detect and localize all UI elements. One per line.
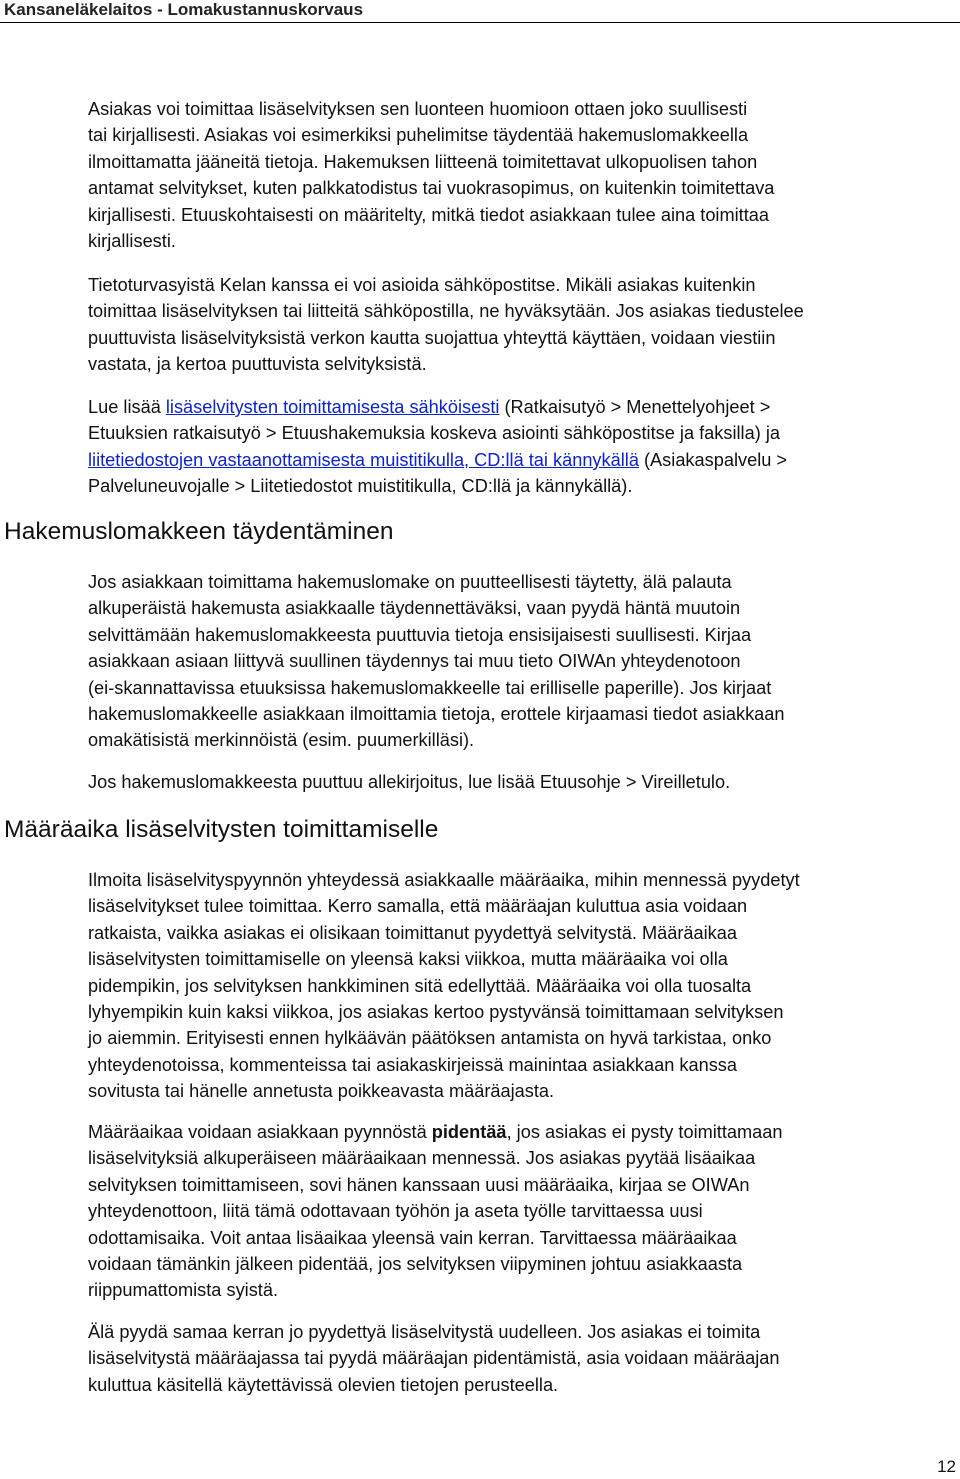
page-number: 12 (937, 1457, 956, 1476)
text-line (88, 394, 956, 420)
text-line: Jos asiakkaan toimittama hakemuslomake on puutteellisesti täytetty, älä palauta (88, 572, 732, 592)
text-line: Jos hakemuslomakkeesta puuttuu allekirjoitus, lue lisää Etuusohje > Vireilletulo. (88, 772, 731, 792)
page-header-title: Kansaneläkelaitos - Lomakustannuskorvaus (4, 0, 364, 19)
paragraph-missing-signature (88, 769, 956, 795)
text-line: voidaan tämänkin jälkeen pidentää, jos selvityksen viipyminen johtuu asiakkaasta (88, 1254, 743, 1275)
text-line: Palveluneuvojalle > Liitetiedostot muistitikulla, CD:llä ja kännykällä). (88, 476, 633, 497)
text-line: ratkaista, vaikka asiakas ei olisikaan toimittanut pyydettyä selvitystä. Määräaikaa (88, 922, 737, 943)
text-fragment: Määräaikaa voidaan asiakkaan pyynnöstä (88, 1122, 432, 1142)
text-fragment: Lue lisää (88, 397, 166, 417)
text-line: ilmoittamatta jääneitä tietoja. Hakemuksen liitteenä toimitettavat ulkopuolisen tahon (88, 151, 758, 172)
text-line (88, 447, 956, 473)
paragraph-no-repeat-request (88, 1319, 956, 1398)
text-line: Ilmoita lisäselvityspyynnön yhteydessä asiakkaalle määräaika, mihin mennessä pyydetyt (88, 870, 800, 890)
text-fragment: , jos asiakas ei pysty toimittamaan (506, 1122, 783, 1142)
text-line: asiakkaan asiaan liittyvä suullinen täydennys tai muu tieto OIWAn yhteydenotoon (88, 651, 741, 672)
text-line: antamat selvitykset, kuten palkkatodistus tai vuokrasopimus, on kuitenkin toimitettava (88, 178, 775, 199)
text-line: Tietoturvasyistä Kelan kanssa ei voi asioida sähköpostitse. Mikäli asiakas kuitenkin (88, 275, 756, 295)
text-line: Asiakas voi toimittaa lisäselvityksen sen luonteen huomioon ottaen joko suullisesti (88, 99, 748, 119)
link-attachment-reception[interactable]: liitetiedostojen vastaanottamisesta muistitikulla, CD:llä tai kännykällä (88, 449, 639, 470)
section-heading-form-completion: Hakemuslomakkeen täydentäminen (4, 518, 394, 545)
text-line: kirjallisesti. (88, 231, 176, 252)
text-line: yhteydenotoissa, kommenteissa tai asiakaskirjeissä mainintaa asiakkaan kanssa (88, 1054, 738, 1075)
text-fragment: (Asiakaspalvelu > (638, 449, 788, 470)
text-line: lyhyempikin kuin kaksi viikkoa, jos asiakas kertoo pystyvänsä toimittamaan selvityksen (88, 1002, 784, 1023)
text-line: puuttuvista lisäselvityksistä verkon kautta suojattua yhteyttä käyttäen, voidaan viestiin (88, 327, 776, 348)
text-line: odottamisaika. Voit antaa lisäaikaa yleensä vain kerran. Tarvittaessa määräaikaa (88, 1227, 737, 1248)
text-line: lisäselvitystä määräajassa tai pyydä määräajan pidentämistä, asia voidaan määräajan (88, 1348, 780, 1369)
text-line: sovitusta tai hänelle annetusta poikkeavasta määräajasta. (88, 1081, 555, 1102)
paragraph-data-security (88, 272, 956, 378)
text-line: vastata, ja kertoa puuttuvista selvityksistä. (88, 354, 427, 375)
text-line: (ei-skannattavissa etuuksissa hakemuslomakkeelle tai erilliselle paperille). Jos kirjaat (88, 677, 772, 698)
text-line: pidempikin, jos selvityksen hankkiminen sitä edellyttää. Määräaika voi olla tuosalta (88, 975, 752, 996)
text-line: Älä pyydä samaa kerran jo pyydettyä lisäselvitystä uudelleen. Jos asiakas ei toimita (88, 1322, 761, 1342)
text-line: jo aiemmin. Erityisesti ennen hylkäävän päätöksen antamista on hyvä tarkistaa, onko (88, 1028, 772, 1049)
text-line: hakemuslomakkeelle asiakkaan ilmoittamia tietoja, erottele kirjaamasi tiedot asiakkaan (88, 704, 785, 725)
text-line: kuluttua käsitellä käytettävissä olevien tietojen perusteella. (88, 1374, 559, 1395)
paragraph-deadline (88, 867, 956, 1105)
text-line: lisäselvitykset tulee toimittaa. Kerro samalla, että määräajan kuluttua asia voidaan (88, 896, 748, 917)
paragraph-read-more (88, 394, 956, 500)
text-line (88, 1119, 956, 1145)
text-line: toimittaa lisäselvityksen tai liitteitä sähköpostilla, ne hyväksytään. Jos asiakas tiedustelee (88, 301, 804, 322)
text-line: omakätisistä merkinnöistä (esim. puumerkilläsi). (88, 730, 475, 751)
text-line: yhteydenottoon, liitä tämä odottavaan työhön ja aseta työlle tarvittaessa uusi (88, 1201, 703, 1222)
text-line: tai kirjallisesti. Asiakas voi esimerkiksi puhelimitse täydentää hakemuslomakkeella (88, 125, 749, 146)
text-line: lisäselvitysten toimittamiselle on yleensä kaksi viikkoa, mutta määräaika voi olla (88, 949, 728, 970)
paragraph-deadline-extension (88, 1119, 956, 1304)
text-line: Etuuksien ratkaisutyö > Etuushakemuksia koskeva asiointi sähköpostitse ja faksilla) ja (88, 423, 780, 444)
text-line: lisäselvityksiä alkuperäiseen määräaikaan mennessä. Jos asiakas pyytää lisäaikaa (88, 1148, 756, 1169)
text-line: kirjallisesti. Etuuskohtaisesti on määritelty, mitkä tiedot asiakkaan tulee aina toimittaa (88, 204, 770, 225)
paragraph-supplementary-info (88, 96, 956, 254)
section-heading-deadline: Määräaika lisäselvitysten toimittamiselle (4, 816, 439, 843)
text-line: selvityksen toimittamiseen, sovi hänen kanssaan uusi määräaika, kirjaa se OIWAn (88, 1174, 750, 1195)
text-line: alkuperäistä hakemusta asiakkaalle täydennettäväksi, vaan pyydä häntä muutoin (88, 598, 741, 619)
text-fragment: (Ratkaisutyö > Menettelyohjeet > (499, 397, 771, 417)
header-divider (0, 22, 960, 23)
text-line: selvittämään hakemuslomakkeesta puuttuvia tietoja ensisijaisesti suullisesti. Kirjaa (88, 624, 752, 645)
link-electronic-submission[interactable]: lisäselvitysten toimittamisesta sähköisesti (165, 397, 500, 417)
paragraph-form-completion (88, 569, 956, 754)
text-line: riippumattomista syistä. (88, 1280, 279, 1301)
emphasis-extend: pidentää (431, 1122, 507, 1142)
